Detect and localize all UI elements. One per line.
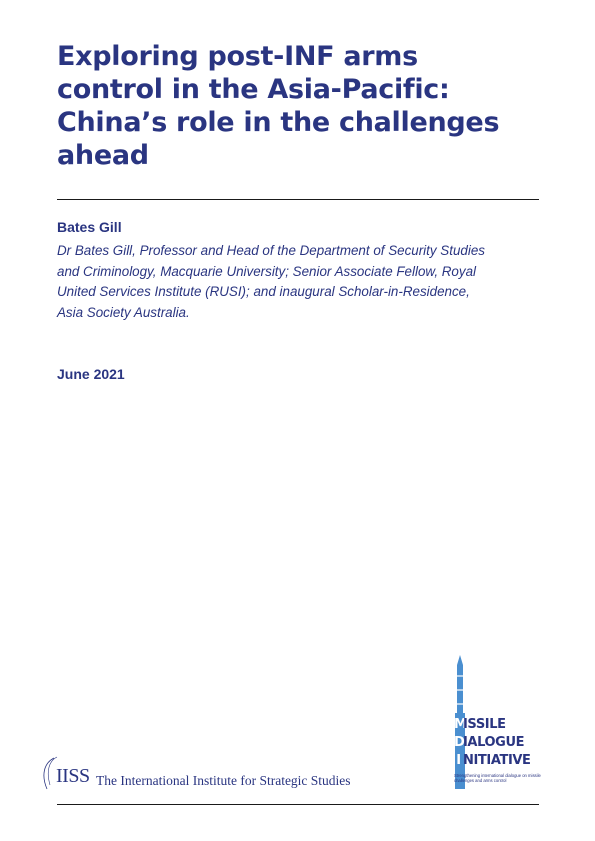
logo-initial: D <box>454 735 465 750</box>
affiliation-line: and Criminology, Macquarie University; Senior Associate Fellow, Royal <box>57 263 476 279</box>
title-divider <box>57 199 539 200</box>
report-title <box>57 40 547 172</box>
author-affiliation <box>57 241 537 323</box>
iiss-globe-arc-icon <box>38 755 58 793</box>
logo-word-rest: ISSILE <box>463 717 506 732</box>
iiss-logo <box>38 755 368 793</box>
iiss-mark: IISS <box>56 765 90 787</box>
title-line: Exploring post-INF arms <box>57 41 418 72</box>
logo-word-missile <box>454 717 506 733</box>
logo-word-rest: NITIATIVE <box>463 753 531 768</box>
author-name: Bates Gill <box>57 219 122 235</box>
affiliation-line: United Services Institute (RUSI); and inaugural Scholar-in-Residence, <box>57 284 470 299</box>
missile-dialogue-initiative-logo <box>450 655 545 795</box>
logo-initial: M <box>454 717 467 732</box>
title-line: China’s role in the challenges <box>57 107 500 138</box>
iiss-full-name: The International Institute for Strategic Studies <box>96 773 351 788</box>
footer-divider <box>57 804 539 805</box>
affiliation-line: Asia Society Australia. <box>57 304 190 320</box>
publication-date: June 2021 <box>57 366 125 382</box>
logo-word-rest: IALOGUE <box>463 735 525 750</box>
logo-initial: I <box>456 753 461 768</box>
title-line: control in the Asia-Pacific: <box>57 74 450 105</box>
logo-tagline: Strengthening international dialogue on missile challenges and arms control <box>454 773 541 784</box>
logo-word-dialogue <box>454 735 524 751</box>
logo-word-initiative <box>454 753 531 769</box>
affiliation-line: Dr Bates Gill, Professor and Head of the Department of Security Studies <box>57 243 485 258</box>
title-line: ahead <box>57 140 149 171</box>
